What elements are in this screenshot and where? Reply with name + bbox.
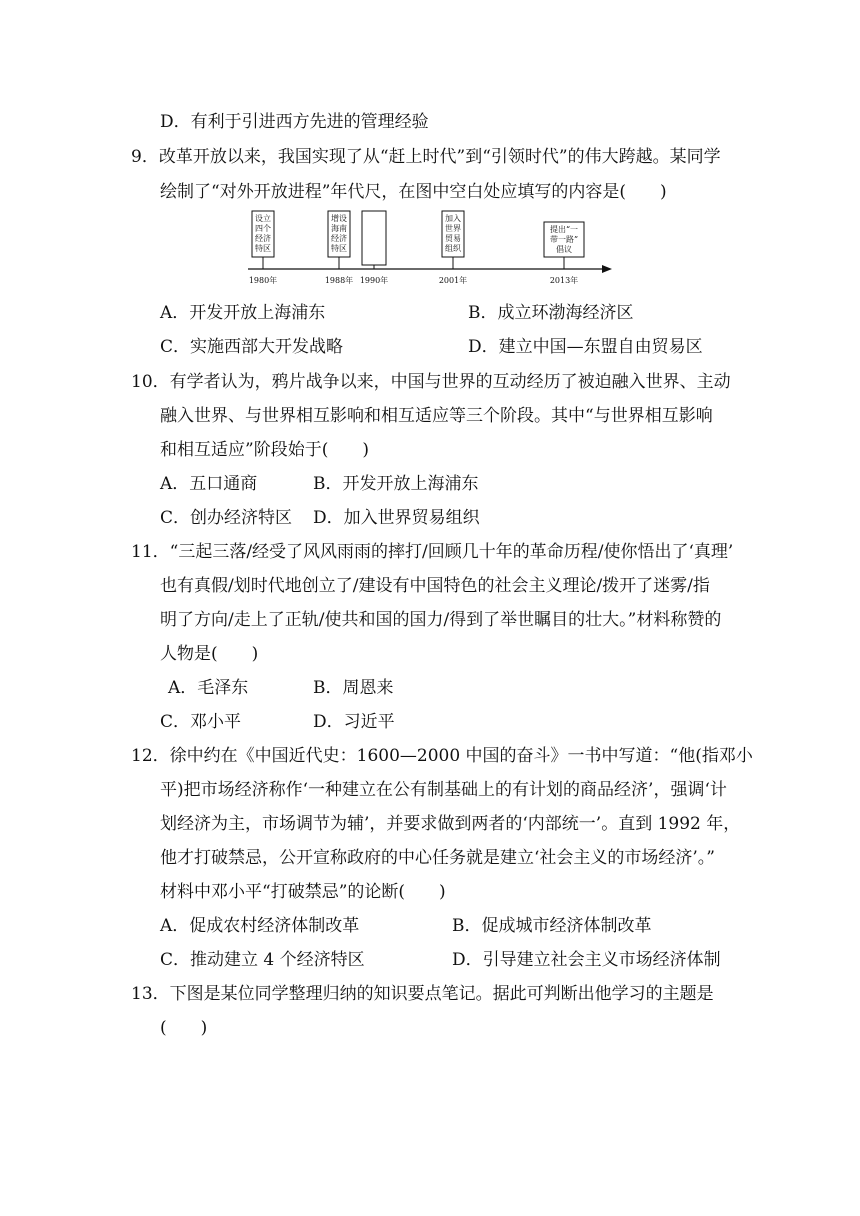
timeline-year-0: 1980年 xyxy=(248,276,278,285)
timeline-arrow xyxy=(602,265,612,273)
timeline-year-4: 2013年 xyxy=(549,276,579,285)
timeline-year-1: 1988年 xyxy=(324,276,354,285)
q11-stem-line-2: 也有真假/划时代地创立了/建设有中国特色的社会主义理论/拨开了迷雾/指 xyxy=(160,576,710,596)
q9-option-d: D．建立中国—东盟自由贸易区 xyxy=(468,337,703,357)
q11-stem-line-1: 11．“三起三落/经受了风风雨雨的摔打/回顾几十年的革命历程/使你悟出了‘真理’ xyxy=(131,542,734,562)
q11-option-a: A．毛泽东 xyxy=(168,678,249,698)
timeline-box-2 xyxy=(362,211,386,265)
q10-option-c: C．创办经济特区 xyxy=(160,508,293,528)
q10-option-b: B．开发开放上海浦东 xyxy=(313,474,479,494)
q11-stem-line-4: 人物是( ) xyxy=(160,644,259,664)
timeline-box-label-0-3: 特区 xyxy=(255,244,271,253)
q9-stem-line-1: 9．改革开放以来，我国实现了从“赶上时代”到“引领时代”的伟大跨越。某同学 xyxy=(131,147,721,167)
timeline-box-label-1-2: 经济 xyxy=(331,234,347,243)
q12-option-c: C．推动建立 4 个经济特区 xyxy=(160,950,365,970)
q10-stem-line-3: 和相互适应”阶段始于( ) xyxy=(160,440,369,460)
q12-option-d: D．引导建立社会主义市场经济体制 xyxy=(452,950,721,970)
timeline-box-label-3-0: 加入 xyxy=(445,214,461,223)
q12-stem-line-4: 他才打破禁忌，公开宣称政府的中心任务就是建立‘社会主义的市场经济’。” xyxy=(160,848,715,868)
timeline-box-label-4-2: 倡议 xyxy=(556,245,572,254)
q9-option-c: C．实施西部大开发战略 xyxy=(160,337,344,357)
q11-option-d: D．习近平 xyxy=(313,712,395,732)
timeline-box-label-3-1: 世界 xyxy=(445,224,461,233)
timeline-year-3: 2001年 xyxy=(438,276,468,285)
timeline-box-label-3-3: 组织 xyxy=(445,244,461,253)
timeline-box-label-4-0: 提出“一 xyxy=(549,225,579,234)
q12-stem-line-3: 划经济为主，市场调节为辅’，并要求做到两者的‘内部统一’。直到 1992 年， xyxy=(160,814,741,834)
timeline-box-label-3-2: 贸易 xyxy=(445,234,461,243)
q11-stem-line-3: 明了方向/走上了正轨/使共和国的国力/得到了举世瞩目的壮大。”材料称赞的 xyxy=(160,610,722,630)
timeline-figure xyxy=(240,208,620,288)
q12-stem-line-2: 平)把市场经济称作‘一种建立在公有制基础上的有计划的商品经济’，强调‘计 xyxy=(160,780,727,800)
timeline-year-2: 1990年 xyxy=(359,276,389,285)
q10-option-d: D．加入世界贸易组织 xyxy=(313,508,480,528)
timeline-box-label-1-0: 增设 xyxy=(331,214,347,223)
timeline-box-label-0-0: 设立 xyxy=(255,214,271,223)
q9-stem-line-2: 绘制了“对外开放进程”年代尺，在图中空白处应填写的内容是( ) xyxy=(160,182,667,202)
q12-stem-line-1: 12．徐中约在《中国近代史：1600—2000 中国的奋斗》一书中写道：“他(指邓小 xyxy=(131,746,753,766)
timeline-box-label-4-1: 带一路” xyxy=(549,235,579,244)
q11-option-c: C．邓小平 xyxy=(160,712,242,732)
q9-option-b: B．成立环渤海经济区 xyxy=(468,303,634,323)
q12-stem-line-5: 材料中邓小平“打破禁忌”的论断( ) xyxy=(160,882,446,902)
timeline-box-label-1-3: 特区 xyxy=(331,244,347,253)
q8-option-d: D．有利于引进西方先进的管理经验 xyxy=(160,112,429,132)
timeline-box-label-0-1: 四个 xyxy=(255,224,271,233)
q12-option-b: B．促成城市经济体制改革 xyxy=(452,916,652,936)
timeline-box-label-1-1: 海南 xyxy=(331,224,347,233)
q13-stem-line-1: 13．下图是某位同学整理归纳的知识要点笔记。据此可判断出他学习的主题是 xyxy=(131,984,714,1004)
q9-option-a: A．开发开放上海浦东 xyxy=(160,303,326,323)
q13-stem-line-2: ( ) xyxy=(160,1018,208,1038)
timeline-box-label-0-2: 经济 xyxy=(255,234,271,243)
q10-option-a: A．五口通商 xyxy=(160,474,258,494)
q11-option-b: B．周恩来 xyxy=(313,678,394,698)
q10-stem-line-1: 10．有学者认为，鸦片战争以来，中国与世界的互动经历了被迫融入世界、主动 xyxy=(131,372,731,392)
q10-stem-line-2: 融入世界、与世界相互影响和相互适应等三个阶段。其中“与世界相互影响 xyxy=(160,406,713,426)
q12-option-a: A．促成农村经济体制改革 xyxy=(160,916,360,936)
timeline-svg xyxy=(240,208,620,288)
